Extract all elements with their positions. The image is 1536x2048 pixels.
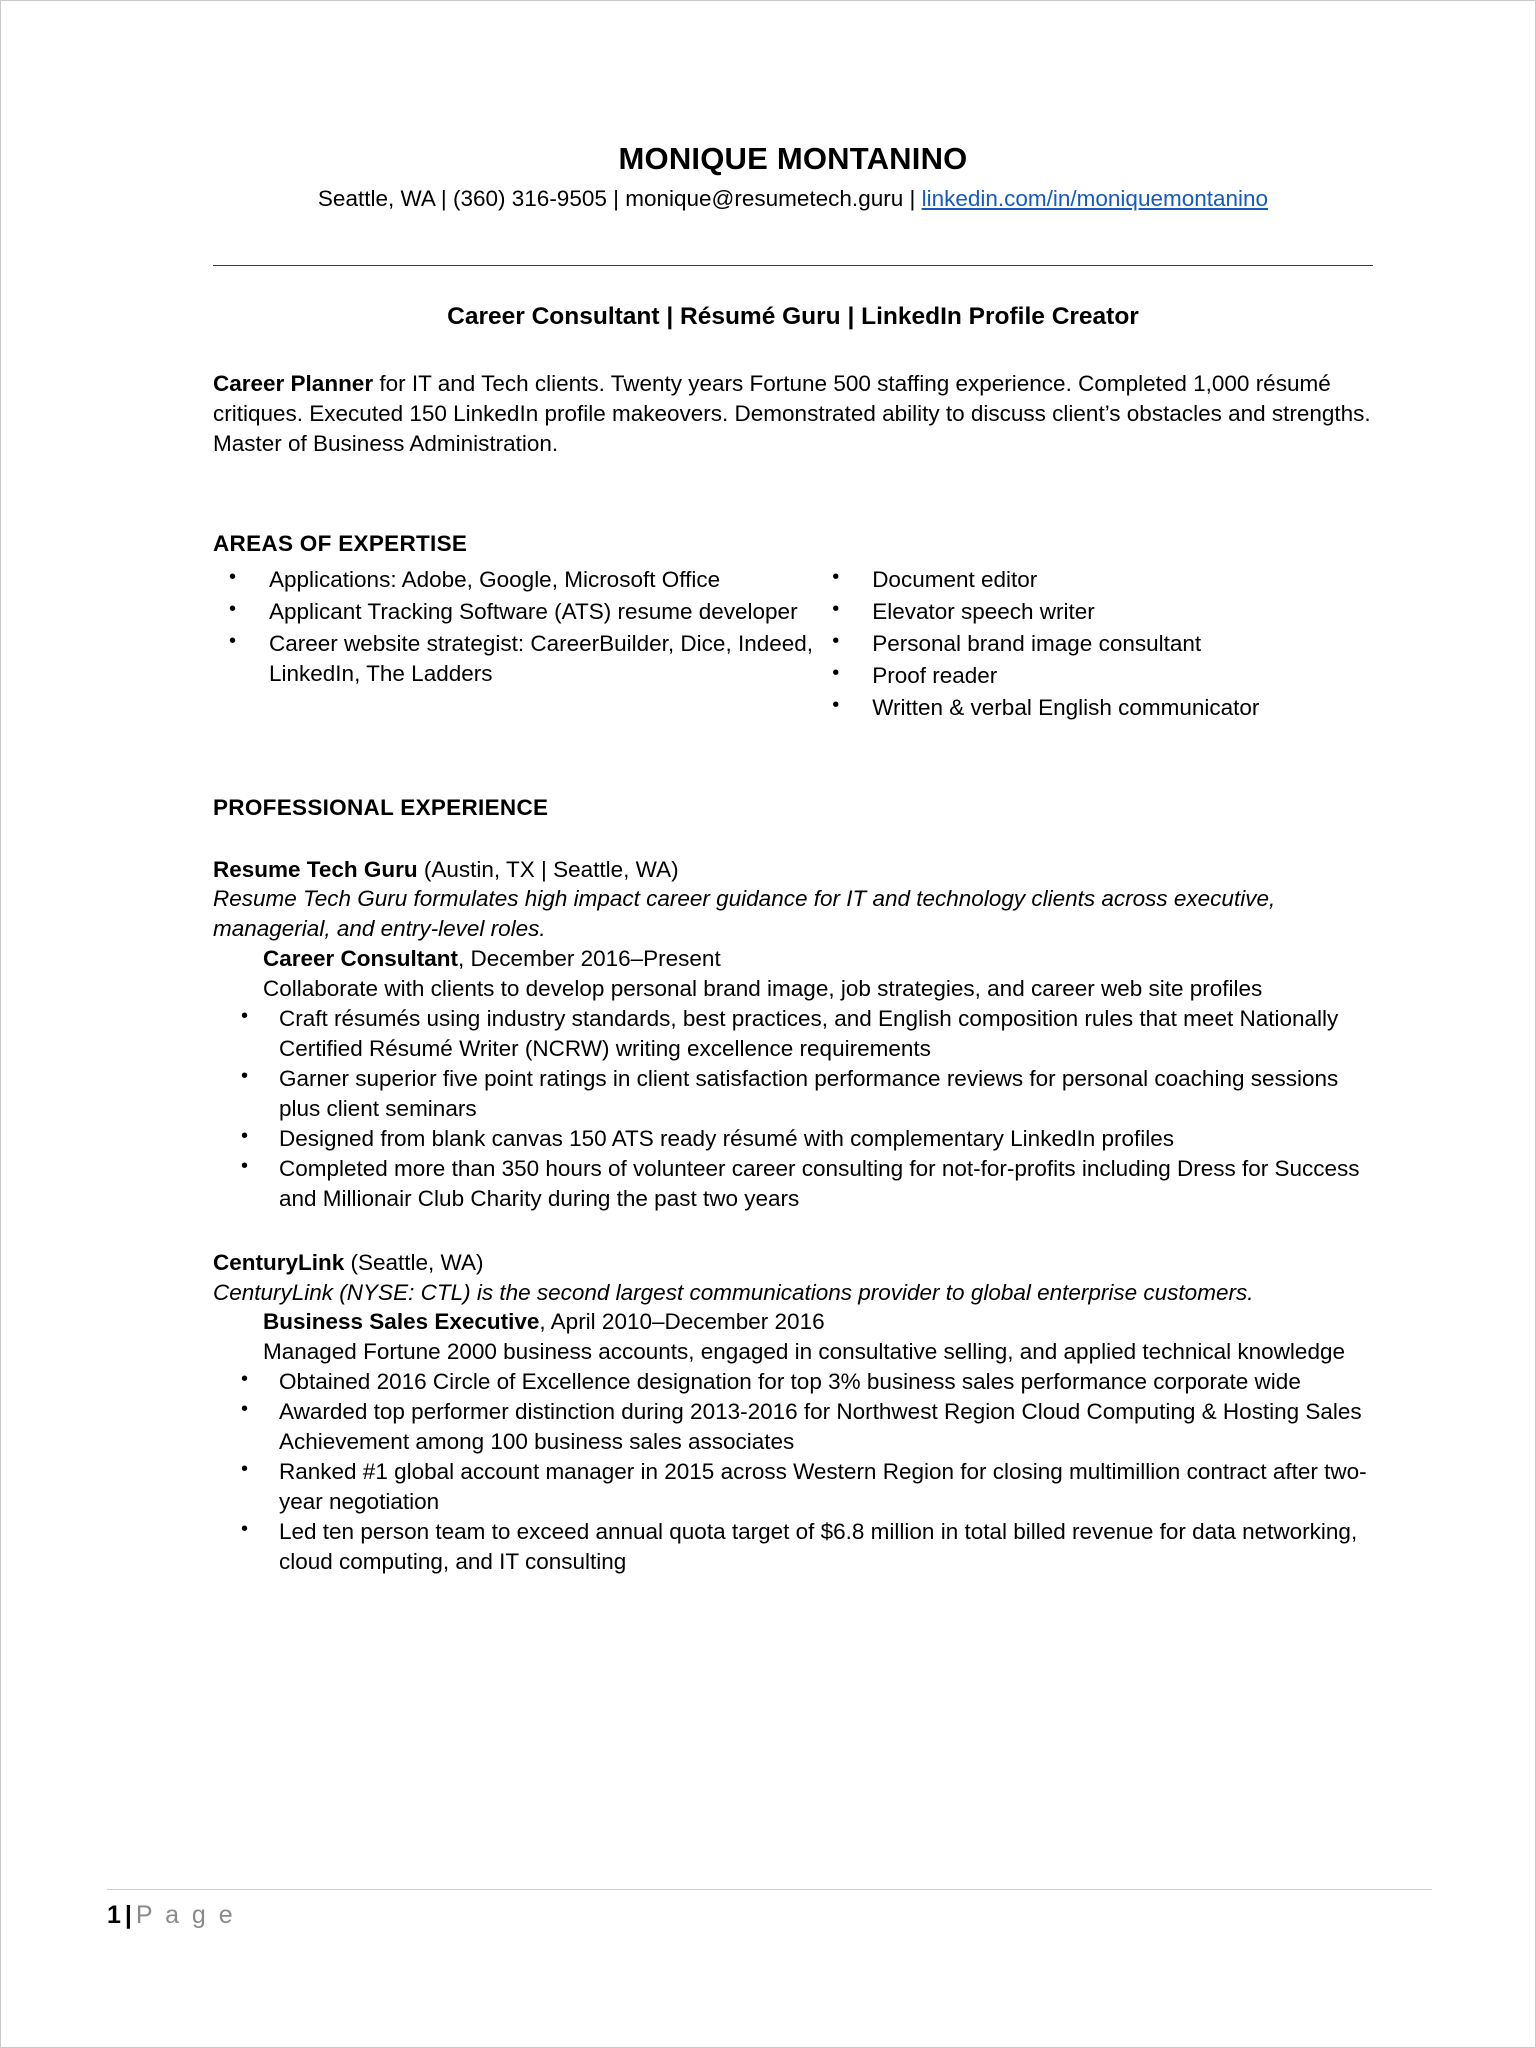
employer-name: Resume Tech Guru (213, 856, 418, 882)
summary-paragraph (213, 369, 1373, 459)
list-item: • Personal brand image consultant (816, 629, 1373, 659)
role-dates: , December 2016–Present (458, 946, 721, 972)
role-description: Managed Fortune 2000 business accounts, engaged in consultative selling, and applied technical knowledge (263, 1339, 1345, 1365)
employer-location: (Austin, TX | Seattle, WA) (417, 856, 679, 882)
list-item: • Awarded top performer distinction during 2013-2016 for Northwest Region Cloud Computing & Hosting Sales Achievement among 100 business sales associates (225, 1397, 1373, 1457)
role-description: Collaborate with clients to develop personal brand image, job strategies, and career web site profiles (263, 976, 1263, 1002)
professional-headline: Career Consultant | Résumé Guru | LinkedIn Profile Creator (447, 302, 1139, 330)
role-bullet-list (225, 1004, 1373, 1213)
list-item: • Designed from blank canvas 150 ATS ready résumé with complementary LinkedIn profiles (225, 1124, 1373, 1154)
footer-separator: | (124, 1901, 132, 1929)
contact-separator-1: | (434, 185, 453, 211)
list-item: • Applicant Tracking Software (ATS) resume developer (213, 597, 816, 627)
list-item: • Document editor (816, 565, 1373, 595)
contact-phone: (360) 316-9505 (453, 185, 607, 211)
experience-entry-centurylink (213, 1248, 1373, 1577)
footer-page-number: 1 (107, 1901, 121, 1929)
list-item: • Obtained 2016 Circle of Excellence designation for top 3% business sales performance corporate wide (225, 1367, 1373, 1397)
page-footer (107, 1889, 1432, 1930)
list-item: • Career website strategist: CareerBuilder, Dice, Indeed, LinkedIn, The Ladders (213, 629, 816, 689)
role-title: Career Consultant (263, 946, 459, 972)
document-body (213, 141, 1373, 1577)
contact-separator-2: | (606, 185, 626, 211)
list-item: • Led ten person team to exceed annual quota target of $6.8 million in total billed revenue for data networking, cloud computing, and IT consulting (225, 1517, 1373, 1577)
expertise-column-left (213, 565, 816, 725)
employer-location: (Seattle, WA) (344, 1249, 484, 1275)
employer-line (213, 855, 1373, 885)
expertise-list-right (816, 565, 1373, 723)
list-item: • Elevator speech writer (816, 597, 1373, 627)
role-line (263, 944, 1373, 974)
list-item: • Proof reader (816, 661, 1373, 691)
contact-location: Seattle, WA (317, 185, 435, 211)
summary-lead: Career Planner (213, 371, 374, 397)
list-item: • Applications: Adobe, Google, Microsoft Office (213, 565, 816, 595)
list-item: • Craft résumés using industry standards, best practices, and English composition rules that meet Nationally Certified Résumé Writer (NCRW) writing excellence requirements (225, 1004, 1373, 1064)
role-line (263, 1307, 1373, 1337)
contact-email: monique@resumetech.guru (625, 185, 904, 211)
employer-description: CenturyLink (NYSE: CTL) is the second largest communications provider to global enterprise customers. (213, 1279, 1254, 1305)
employer-description: Resume Tech Guru formulates high impact career guidance for IT and technology clients across executive, managerial, and entry-level roles. (213, 886, 1276, 942)
section-heading-experience: PROFESSIONAL EXPERIENCE (213, 794, 549, 820)
header-divider (213, 265, 1373, 266)
section-heading-expertise: AREAS OF EXPERTISE (213, 530, 468, 556)
contact-separator-3: | (903, 185, 922, 211)
list-item: • Completed more than 350 hours of volunteer career consulting for not-for-profits including Dress for Success and Millionair Club Charity during the past two years (225, 1154, 1373, 1214)
expertise-column-right (816, 565, 1373, 725)
list-item: • Written & verbal English communicator (816, 693, 1373, 723)
role-dates: , April 2010–December 2016 (539, 1309, 825, 1335)
role-bullet-list (225, 1367, 1373, 1576)
role-block (263, 1307, 1373, 1367)
footer-page-word: P a g e (135, 1901, 236, 1929)
role-title: Business Sales Executive (263, 1309, 540, 1335)
contact-line (213, 185, 1373, 213)
summary-rest: for IT and Tech clients. Twenty years Fortune 500 staffing experience. Completed 1,000 résumé critiques. Executed 150 LinkedIn profile makeovers. Demonstrated ability to discuss client’s obstacles and strengths. Master of Business Administration. (213, 371, 1371, 456)
candidate-name: MONIQUE MONTANINO (618, 141, 968, 176)
footer-page-indicator (107, 1900, 1432, 1930)
linkedin-link[interactable]: linkedin.com/in/moniquemontanino (921, 185, 1269, 211)
employer-line (213, 1248, 1373, 1278)
footer-divider (107, 1889, 1432, 1890)
employer-name: CenturyLink (213, 1249, 345, 1275)
list-item: • Garner superior five point ratings in client satisfaction performance reviews for personal coaching sessions plus client seminars (225, 1064, 1373, 1124)
list-item: • Ranked #1 global account manager in 2015 across Western Region for closing multimillion contract after two-year negotiation (225, 1457, 1373, 1517)
role-block (263, 944, 1373, 1004)
experience-entry-resume-tech-guru (213, 855, 1373, 1214)
expertise-list-left (213, 565, 816, 689)
expertise-columns (213, 565, 1373, 725)
